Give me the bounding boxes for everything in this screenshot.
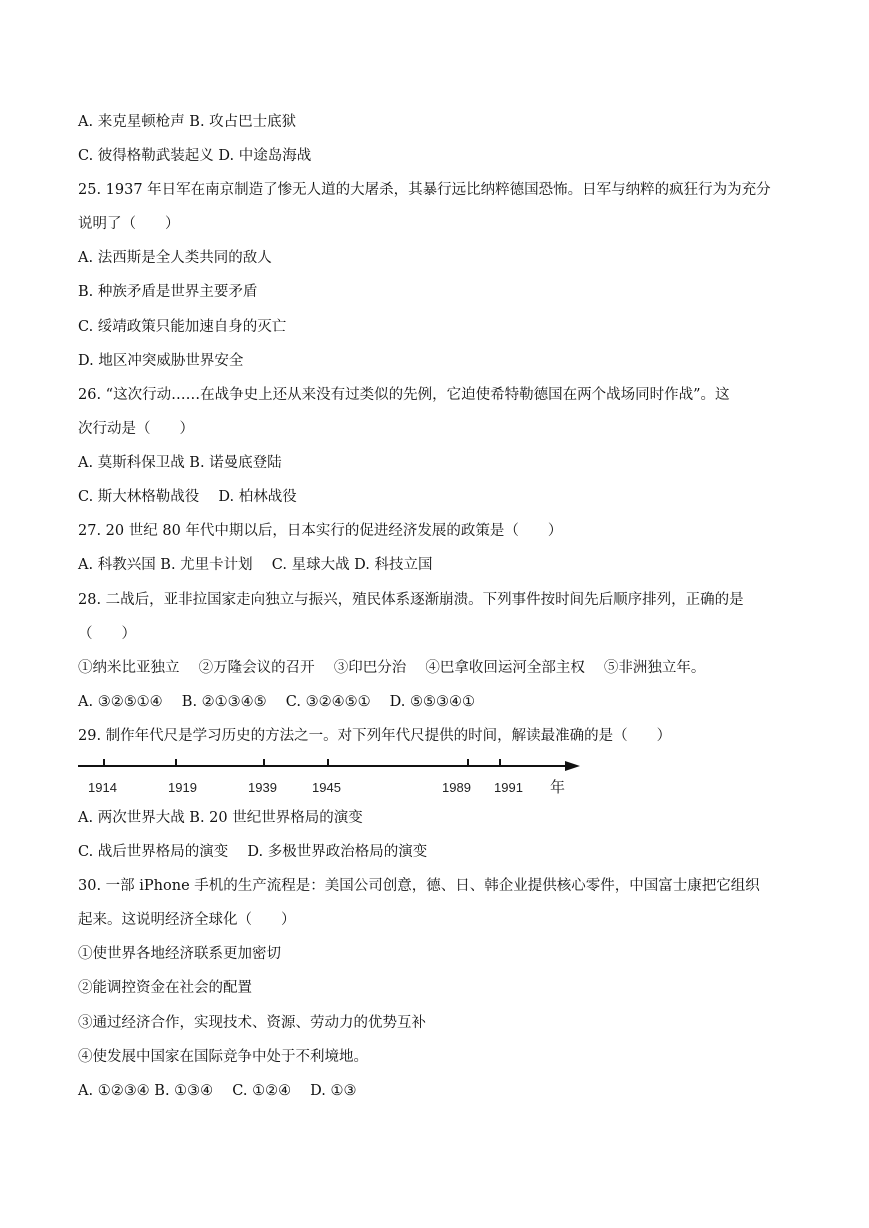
text-line: 起来。这说明经济全球化（ ） (78, 912, 296, 928)
timeline-year-label: 1989 (442, 780, 471, 795)
text-line: 次行动是（ ） (78, 421, 194, 437)
timeline-year-label: 1939 (248, 780, 277, 795)
option-a: A. 法西斯是全人类共同的敌人 (78, 250, 272, 266)
event-list: ①纳米比亚独立 ②万隆会议的召开 ③印巴分治 ④巴拿收回运河全部主权 ⑤非洲独立年。 (78, 660, 706, 676)
timeline-unit-label: 年 (550, 779, 566, 796)
question-27: 27. 20 世纪 80 年代中期以后，日本实行的促进经济发展的政策是（ ） (78, 523, 563, 539)
text-line: C. 斯大林格勒战役 D. 柏林战役 (78, 489, 297, 505)
question-28: 28. 二战后，亚非拉国家走向独立与振兴，殖民体系逐渐崩溃。下列事件按时间先后顺序排列，正确的是 (78, 592, 744, 608)
statement-4: ④使发展中国家在国际竞争中处于不利境地。 (78, 1049, 368, 1065)
question-29: 29. 制作年代尺是学习历史的方法之一。对下列年代尺提供的时间，解读最准确的是（ ） (78, 728, 672, 744)
option-c: C. 战后世界格局的演变 D. 多极世界政治格局的演变 (78, 844, 428, 860)
option-c: C. 绥靖政策只能加速自身的灭亡 (78, 319, 287, 335)
option-b: B. 种族矛盾是世界主要矛盾 (78, 284, 258, 300)
text-line: A. 莫斯科保卫战 B. 诺曼底登陆 (78, 455, 282, 471)
text-line: C. 彼得格勒武装起义 D. 中途岛海战 (78, 148, 312, 164)
option-a: A. 两次世界大战 B. 20 世纪世界格局的演变 (78, 810, 363, 826)
statement-3: ③通过经济合作，实现技术、资源、劳动力的优势互补 (78, 1015, 426, 1031)
statement-2: ②能调控资金在社会的配置 (78, 980, 252, 996)
text-line: A. 科教兴国 B. 尤里卡计划 C. 星球大战 D. 科技立国 (78, 557, 433, 573)
answer-options: A. ①②③④ B. ①③④ C. ①②④ D. ①③ (78, 1083, 357, 1099)
timeline-ruler (76, 756, 586, 798)
text-line: （ ） (78, 626, 136, 642)
timeline-year-label: 1945 (312, 780, 341, 795)
text-line: A. 来克星顿枪声 B. 攻占巴士底狱 (78, 114, 297, 130)
question-25: 25. 1937 年日军在南京制造了惨无人道的大屠杀，其暴行远比纳粹德国恐怖。日军与纳粹的疯狂行为为充分 (78, 182, 771, 198)
question-26: 26. “这次行动……在战争史上还从来没有过类似的先例，它迫使希特勒德国在两个战场同时作战”。这 (78, 387, 730, 403)
text-line: 说明了（ ） (78, 216, 180, 232)
arrow-icon (565, 761, 580, 771)
timeline-year-label: 1991 (494, 780, 523, 795)
question-30: 30. 一部 iPhone 手机的生产流程是：美国公司创意，德、日、韩企业提供核心零件，中国富士康把它组织 (78, 878, 760, 894)
option-d: D. 地区冲突威胁世界安全 (78, 353, 244, 369)
statement-1: ①使世界各地经济联系更加密切 (78, 946, 281, 962)
text-line: A. ③②⑤①④ B. ②①③④⑤ C. ③②④⑤① D. ⑤⑤③④① (78, 694, 475, 710)
timeline-year-label: 1914 (88, 780, 117, 795)
timeline-year-label: 1919 (168, 780, 197, 795)
